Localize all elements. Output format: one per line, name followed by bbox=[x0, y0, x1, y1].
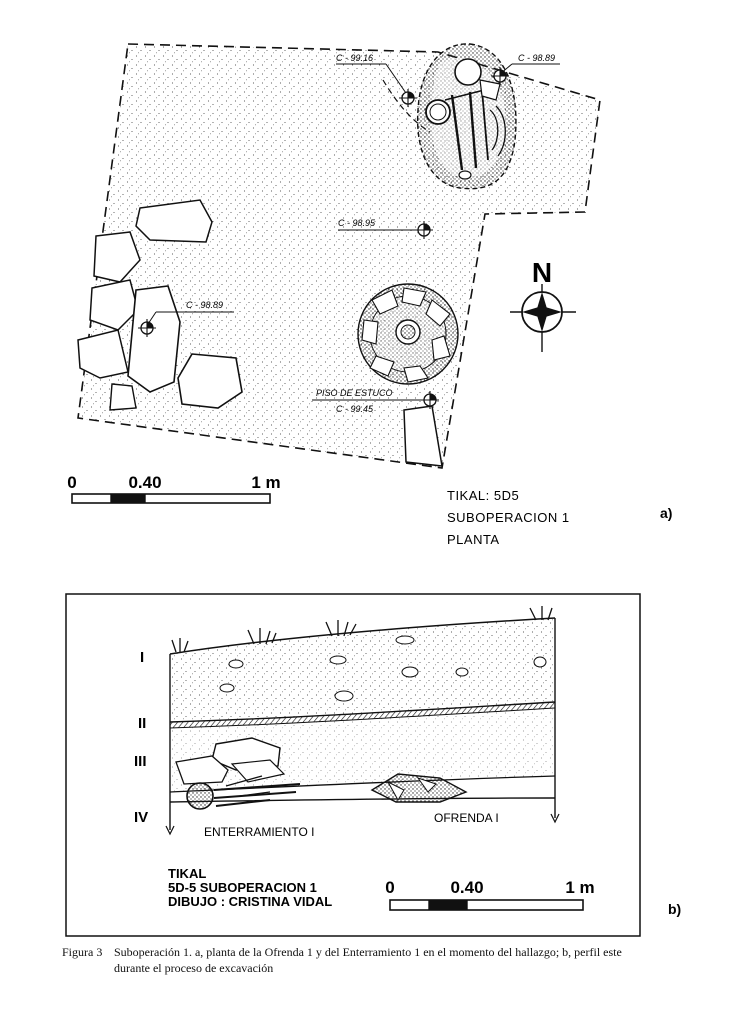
stratum-label-iv: IV bbox=[134, 809, 149, 826]
burial-pit bbox=[418, 44, 516, 189]
stucco-floor-label: PISO DE ESTUCO bbox=[316, 388, 393, 398]
burial-label: ENTERRAMIENTO I bbox=[204, 825, 315, 839]
plan-scale-bar bbox=[67, 473, 280, 503]
profile-drawing bbox=[66, 594, 681, 936]
north-arrow-icon bbox=[510, 257, 576, 352]
skull bbox=[455, 59, 481, 85]
profile-title-line3: DIBUJO : CRISTINA VIDAL bbox=[168, 894, 333, 909]
profile-scale-end: 1 m bbox=[565, 878, 595, 897]
stratum-label-iii: III bbox=[134, 753, 147, 770]
stratum-label-i: I bbox=[140, 649, 145, 666]
plan-title-line1: TIKAL: 5D5 bbox=[447, 488, 520, 503]
figure-caption bbox=[62, 944, 712, 976]
offering-feature bbox=[358, 284, 458, 384]
elevation-label-1: C - 99.16 bbox=[336, 53, 374, 63]
profile-scale-mid: 0.40 bbox=[450, 878, 484, 897]
profile-title-line2: 5D-5 SUBOPERACION 1 bbox=[168, 880, 317, 895]
caption-line-1: Suboperación 1. a, planta de la Ofrenda 1 y del Enterramiento 1 en el momento del hallazgo; b, perfil este bbox=[114, 945, 622, 959]
panel-label-b: b) bbox=[668, 901, 682, 917]
elevation-label-3: C - 98.95 bbox=[338, 218, 376, 228]
elevation-label-2: C - 98.89 bbox=[518, 53, 556, 63]
scale-end: 1 m bbox=[251, 473, 281, 492]
caption-line-2: durante el proceso de excavación bbox=[114, 961, 274, 975]
panel-label-a: a) bbox=[660, 505, 673, 521]
elevation-label-5: C - 99.45 bbox=[336, 404, 374, 414]
profile-scale-zero: 0 bbox=[385, 878, 395, 897]
plan-title-line2: SUBOPERACION 1 bbox=[447, 510, 570, 525]
plan-title-line3: PLANTA bbox=[447, 532, 500, 547]
offering-label: OFRENDA I bbox=[434, 811, 499, 825]
stratum-label-ii: II bbox=[138, 715, 147, 732]
plan-drawing bbox=[67, 44, 672, 547]
elevation-label-4: C - 98.89 bbox=[186, 300, 224, 310]
figure-label: Figura 3 bbox=[62, 945, 103, 959]
profile-title-line1: TIKAL bbox=[168, 866, 207, 881]
scale-mid: 0.40 bbox=[128, 473, 162, 492]
scale-zero: 0 bbox=[67, 473, 77, 492]
north-label: N bbox=[531, 257, 553, 288]
